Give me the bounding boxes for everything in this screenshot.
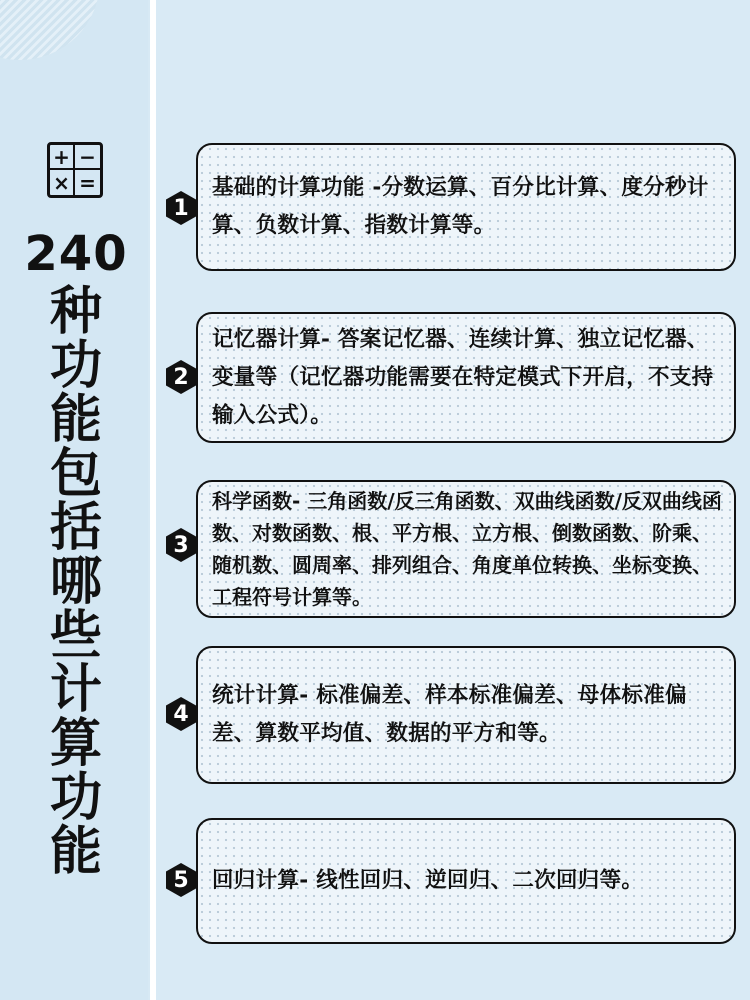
number-badge-5 [163,862,199,898]
title-char: 种 [49,282,102,342]
plus-symbol: + [50,145,75,170]
title-char: 功 [49,336,102,396]
title-number: 240 [24,226,128,282]
times-symbol: × [50,170,75,195]
feature-text: 统计计算- 标准偏差、样本标准偏差、母体标准偏差、算数平均值、数据的平方和等。 [212,683,687,746]
feature-card-1 [196,143,736,271]
title-char: 计 [49,660,102,720]
feature-card-2 [196,312,736,443]
number-badge-2 [163,359,199,395]
title-char: 些 [49,606,102,666]
feature-text: 基础的计算功能 -分数运算、百分比计算、度分秒计算、负数计算、指数计算等。 [212,175,709,238]
title-char: 功 [49,768,102,828]
number-badge-1 [163,190,199,226]
title-char: 哪 [49,552,102,612]
feature-card-3 [196,480,736,618]
number-badge-4 [163,696,199,732]
badge-number: 1 [173,195,189,221]
feature-text: 科学函数- 三角函数/反三角函数、双曲线函数/反双曲线函数、对数函数、根、平方根、立方根、倒数函数、阶乘、随机数、圆周率、排列组合、角度单位转换、坐标变换、工程符号计算等。 [212,489,722,609]
decorative-circle [0,0,100,60]
number-badge-3 [163,527,199,563]
badge-number: 2 [173,364,189,390]
left-panel [0,0,148,1000]
title-char: 算 [49,714,102,774]
equals-symbol: = [79,170,96,195]
title-char: 包 [49,444,102,504]
minus-symbol: − [75,145,100,170]
badge-number: 4 [173,701,189,727]
badge-number: 3 [173,532,189,558]
badge-number: 5 [173,867,189,893]
feature-text: 记忆器计算- 答案记忆器、连续计算、独立记忆器、变量等（记忆器功能需要在特定模式下开启，不支持输入公式）。 [212,326,714,428]
feature-card-5 [196,818,736,944]
feature-card-4 [196,646,736,784]
vertical-title [24,225,128,882]
feature-text: 回归计算- 线性回归、逆回归、二次回归等。 [212,868,644,893]
title-char: 能 [49,390,102,450]
title-char: 括 [49,498,102,558]
calculator-icon [47,142,103,198]
title-char: 能 [49,822,102,882]
